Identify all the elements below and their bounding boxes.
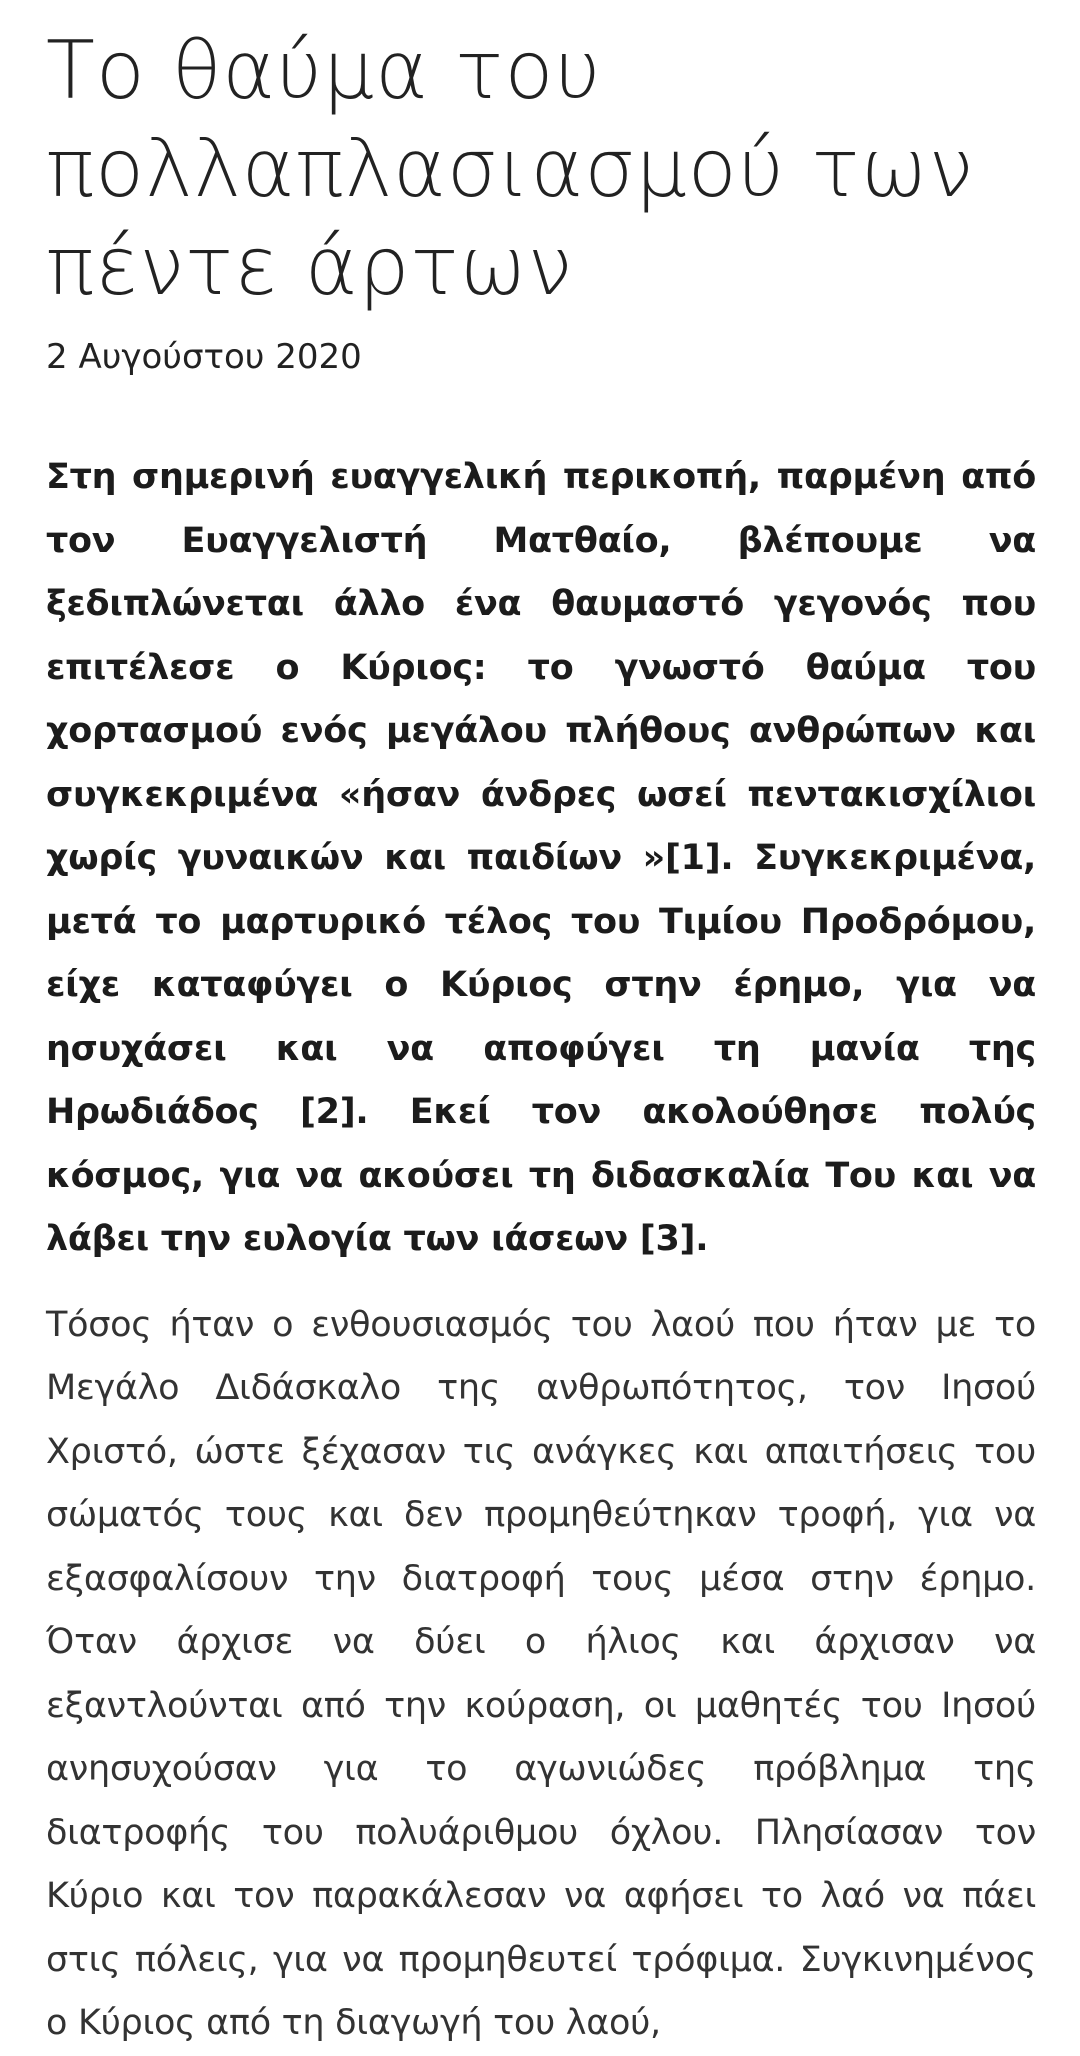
article-lead-paragraph: Στη σημερινή ευαγγελική περικοπή, παρμένη από τον Ευαγγελιστή Ματθαίο, βλέπουμε να ξεδιπλώνεται άλλο ένα θαυμαστό γεγονός που επιτέλεσε ο Κύριος: το γνωστό θαύμα του χορτασμού ενός μεγάλου πλήθους ανθρώπων και συγκεκριμένα «ήσαν άνδρες ωσεί πεντακισχίλιοι χωρίς γυναικών και παιδίων »[1]. Συγκεκριμένα, μετά το μαρτυρικό τέλος του Τιμίου Προδρόμου, είχε καταφύγει ο Κύριος στην έρημο, για να ησυχάσει και να αποφύγει τη μανία της Ηρωδιάδος [2]. Εκεί τον ακολούθησε πολύς κόσμος, για να ακούσει τη διδασκαλία Του και να λάβει την ευλογία των ιάσεων [3].: [46, 457, 1036, 1259]
article-title: Το θαύμα του πολλαπλασιασμού των πέντε άρτων: [46, 24, 975, 313]
article-body-paragraph: Τόσος ήταν ο ενθουσιασμός του λαού που ήταν με το Μεγάλο Διδάσκαλο της ανθρωπότητος, τον Ιησού Χριστό, ώστε ξέχασαν τις ανάγκες και απαιτήσεις του σώματός τους και δεν προμηθεύτηκαν τροφή, για να εξασφαλίσουν την διατροφή τους μέσα στην έρημο. Όταν άρχισε να δύει ο ήλιος και άρχισαν να εξαντλούνται από την κούραση, οι μαθητές του Ιησού ανησυχούσαν για το αγωνιώδες πρόβλημα της διατροφής του πολυάριθμου όχλου. Πλησίασαν τον Κύριο και τον παρακάλεσαν να αφήσει το λαό να πάει στις πόλεις, για να προμηθευτεί τρόφιμα. Συγκινημένος ο Κύριος από τη διαγωγή του λαού,: [46, 1304, 1036, 2043]
article-date: 2 Αυγούστου 2020: [46, 337, 362, 377]
article: [46, 0, 1036, 2056]
